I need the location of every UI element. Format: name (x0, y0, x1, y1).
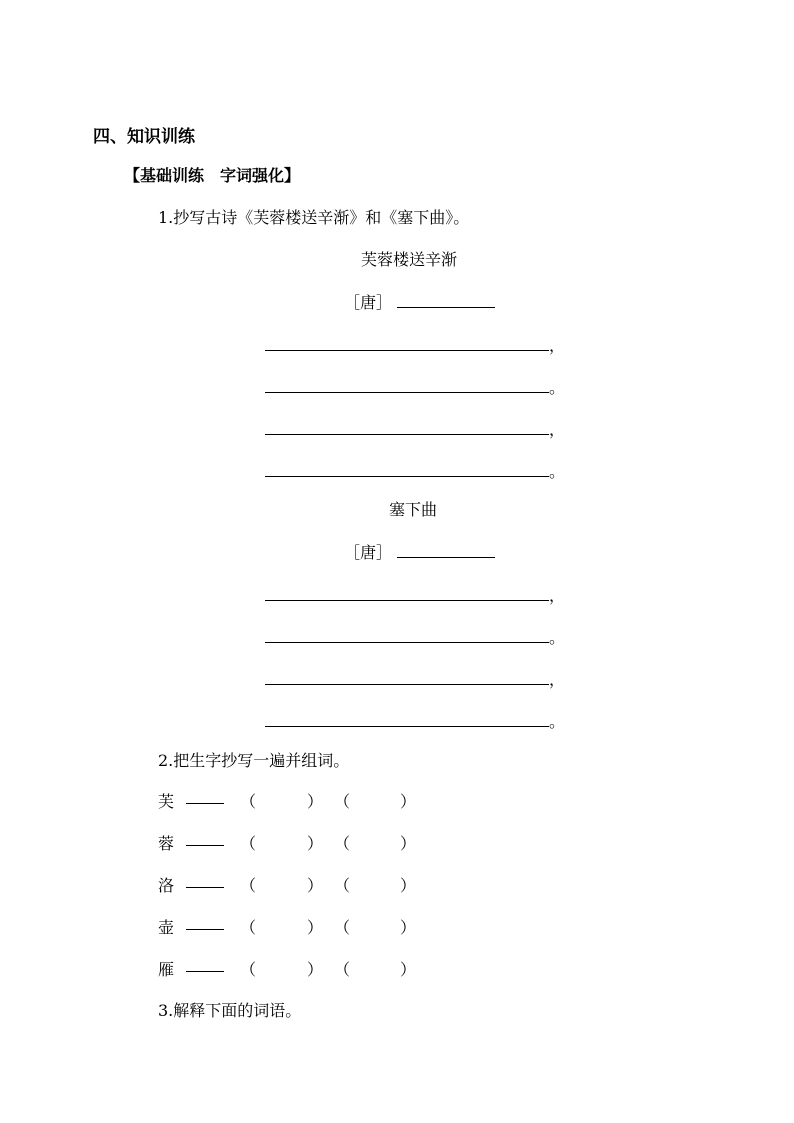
char-4-word-2-open: （ (334, 918, 351, 937)
poem2-line-4-blank[interactable] (265, 712, 549, 727)
char-3: 洛 (158, 876, 175, 895)
char-5-word-2-close: ） (400, 960, 417, 979)
poem2-line-1-punct: ， (549, 586, 566, 605)
poem1-author-blank[interactable] (397, 293, 495, 308)
poem2-author-blank[interactable] (397, 543, 495, 558)
char-1-copy-blank[interactable] (186, 789, 224, 804)
char-3-word-1-close: ） (307, 876, 324, 895)
char-2-word-1-close: ） (307, 834, 324, 853)
poem1-line-3[interactable] (265, 417, 565, 440)
q1-prompt: 1.抄写古诗《芙蓉楼送辛渐》和《塞下曲》。 (158, 208, 470, 227)
char-5-word-1-open: （ (240, 960, 257, 979)
subsection-title: 【基础训练 字词强化】 (124, 166, 301, 185)
char-1: 芙 (158, 792, 175, 811)
poem1-line-1-punct: ， (549, 336, 566, 355)
poem2-line-2-blank[interactable] (265, 628, 549, 643)
char-4-copy-blank[interactable] (186, 915, 224, 930)
char-4-word-2-close: ） (400, 918, 417, 937)
poem1-line-2[interactable] (265, 375, 565, 398)
char-4-word-1-open: （ (240, 918, 257, 937)
char-row-1 (158, 789, 418, 811)
poem2-line-2-punct: 。 (549, 628, 566, 647)
char-1-word-1-close: ） (307, 792, 324, 811)
poem2-line-2[interactable] (265, 625, 565, 648)
q3-prompt: 3.解释下面的词语。 (158, 1001, 302, 1020)
char-5: 雁 (158, 960, 175, 979)
poem1-title: 芙蓉楼送辛渐 (361, 250, 458, 269)
poem2-line-4[interactable] (265, 709, 565, 732)
char-2-copy-blank[interactable] (186, 831, 224, 846)
poem1-line-2-blank[interactable] (265, 378, 549, 393)
char-row-2 (158, 831, 418, 853)
char-3-word-2-open: （ (334, 876, 351, 895)
char-2-word-2-close: ） (400, 834, 417, 853)
char-5-copy-blank[interactable] (186, 957, 224, 972)
poem2-line-3-blank[interactable] (265, 670, 549, 685)
char-1-word-2-close: ） (400, 792, 417, 811)
q2-prompt: 2.把生字抄写一遍并组词。 (158, 751, 350, 770)
char-1-word-1-open: （ (240, 792, 257, 811)
char-row-3 (158, 873, 418, 895)
poem2-title: 塞下曲 (389, 500, 438, 519)
poem2-line-1[interactable] (265, 583, 565, 606)
poem1-line-1-blank[interactable] (265, 336, 549, 351)
char-row-4 (158, 915, 418, 937)
char-5-word-2-open: （ (334, 960, 351, 979)
poem1-line-4-punct: 。 (549, 462, 566, 481)
poem1-line-3-blank[interactable] (265, 420, 549, 435)
section-title: 四、知识训练 (93, 127, 195, 147)
char-2-word-1-open: （ (240, 834, 257, 853)
char-3-copy-blank[interactable] (186, 873, 224, 888)
char-3-word-1-open: （ (240, 876, 257, 895)
poem1-author-prefix: ［唐］ (344, 293, 393, 312)
char-2-word-2-open: （ (334, 834, 351, 853)
poem1-line-1[interactable] (265, 333, 565, 356)
char-5-word-1-close: ） (307, 960, 324, 979)
poem2-author-line (344, 540, 495, 563)
poem1-line-2-punct: 。 (549, 378, 566, 397)
char-1-word-2-open: （ (334, 792, 351, 811)
char-row-5 (158, 957, 418, 979)
poem2-line-3[interactable] (265, 667, 565, 690)
char-4: 壶 (158, 918, 175, 937)
poem2-line-3-punct: ， (549, 670, 566, 689)
char-4-word-1-close: ） (307, 918, 324, 937)
char-2: 蓉 (158, 834, 175, 853)
poem1-line-4[interactable] (265, 459, 565, 482)
poem1-author-line (344, 290, 495, 313)
poem2-line-1-blank[interactable] (265, 586, 549, 601)
poem2-line-4-punct: 。 (549, 712, 566, 731)
poem1-line-4-blank[interactable] (265, 462, 549, 477)
poem1-line-3-punct: ， (549, 420, 566, 439)
char-3-word-2-close: ） (400, 876, 417, 895)
poem2-author-prefix: ［唐］ (344, 543, 393, 562)
